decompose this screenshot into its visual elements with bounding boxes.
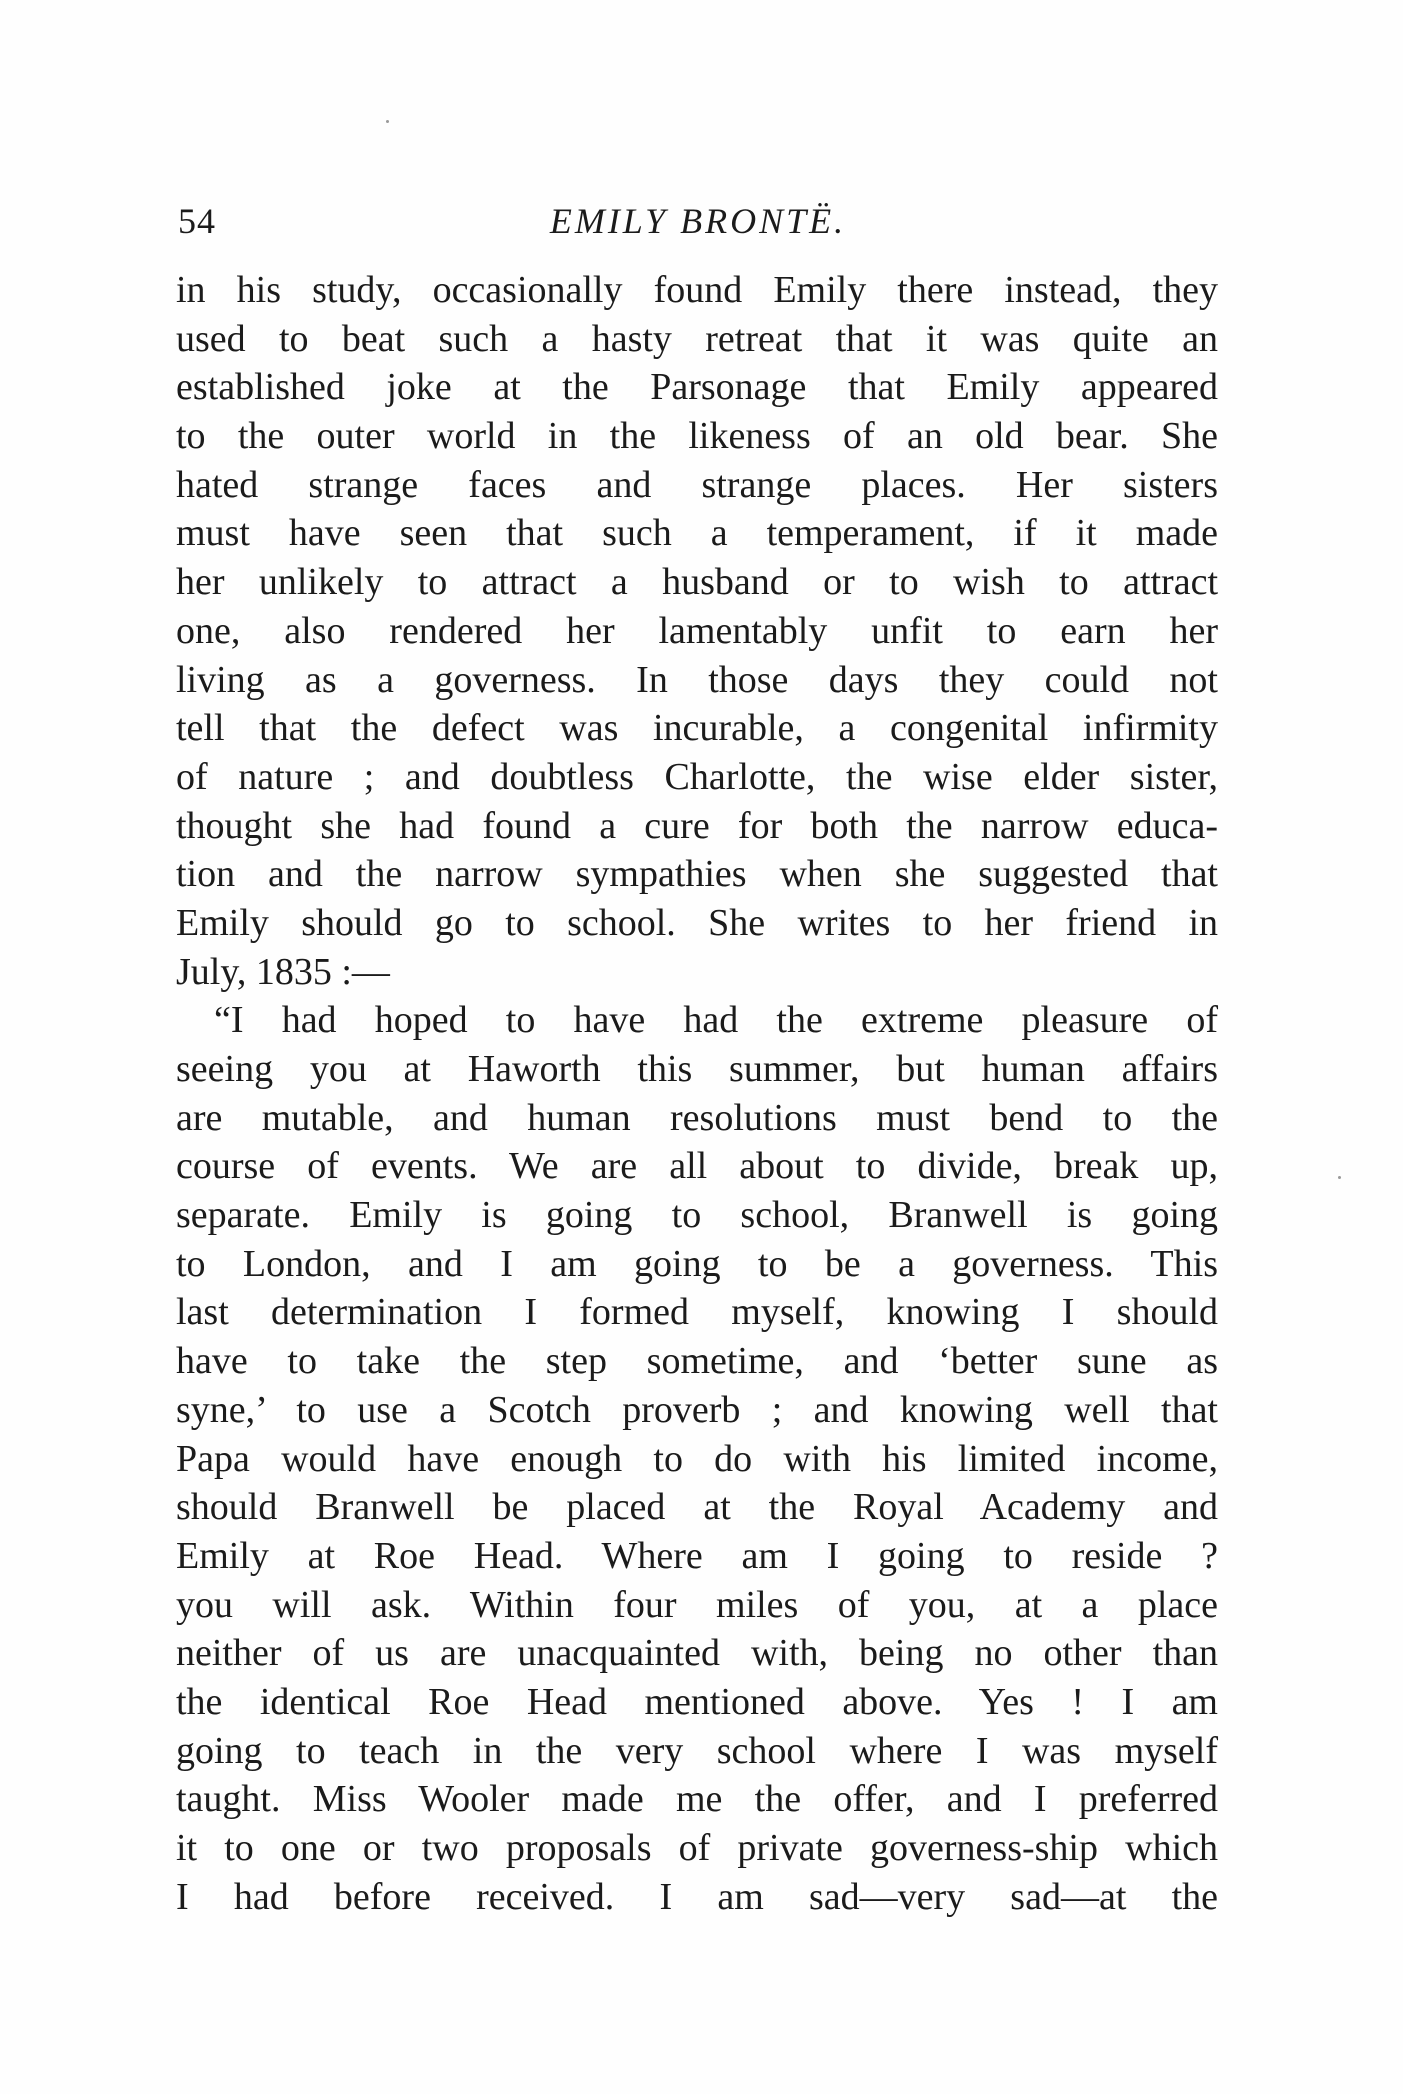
text-line: have to take the step sometime, and ‘better sune as — [176, 1340, 1218, 1383]
text-line: taught. Miss Wooler made me the offer, and I preferred — [176, 1778, 1218, 1821]
paper-speck — [1338, 1176, 1341, 1179]
text-line: July, 1835 :— — [176, 950, 390, 993]
text-line: of nature ; and doubtless Charlotte, the wise elder sister, — [176, 755, 1218, 798]
text-line: I had before received. I am sad—very sad—at the — [176, 1875, 1218, 1918]
text-line: course of events. We are all about to divide, break up, — [176, 1145, 1218, 1188]
text-line: must have seen that such a temperament, if it made — [176, 512, 1218, 555]
text-line: are mutable, and human resolutions must bend to the — [176, 1096, 1218, 1139]
text-line: Emily at Roe Head. Where am I going to reside ? — [176, 1534, 1218, 1577]
text-line: established joke at the Parsonage that Emily appeared — [176, 366, 1218, 409]
text-line: you will ask. Within four miles of you, at a place — [176, 1583, 1218, 1626]
text-line: to London, and I am going to be a governess. This — [176, 1242, 1218, 1285]
text-line: syne,’ to use a Scotch proverb ; and knowing well that — [176, 1388, 1218, 1431]
text-line: Papa would have enough to do with his limited income, — [176, 1437, 1218, 1480]
text-line: neither of us are unacquainted with, being no other than — [176, 1632, 1218, 1675]
page-number: 54 — [178, 201, 216, 241]
text-line: “I had hoped to have had the extreme pleasure of — [214, 999, 1218, 1042]
text-line: the identical Roe Head mentioned above. Yes ! I am — [176, 1680, 1218, 1723]
text-body — [176, 266, 1218, 1921]
running-head: EMILY BRONTË. — [549, 201, 847, 241]
paper-speck — [386, 120, 389, 123]
text-line: should Branwell be placed at the Royal Academy and — [176, 1486, 1218, 1529]
text-line: seeing you at Haworth this summer, but human affairs — [176, 1048, 1218, 1090]
page-header — [178, 196, 1218, 256]
text-line: it to one or two proposals of private governess-ship which — [176, 1827, 1218, 1869]
text-line: her unlikely to attract a husband or to wish to attract — [176, 561, 1218, 604]
text-line: tell that the defect was incurable, a congenital infirmity — [176, 707, 1218, 750]
text-line: in his study, occasionally found Emily there instead, they — [176, 269, 1218, 311]
text-line: Emily should go to school. She writes to her friend in — [176, 901, 1218, 944]
text-line: to the outer world in the likeness of an old bear. She — [176, 415, 1218, 458]
text-line: last determination I formed myself, knowing I should — [176, 1291, 1218, 1334]
text-line: living as a governess. In those days they could not — [176, 658, 1218, 701]
text-line: going to teach in the very school where I was myself — [176, 1729, 1218, 1772]
text-line: thought she had found a cure for both the narrow educa- — [176, 804, 1218, 847]
text-line: used to beat such a hasty retreat that it was quite an — [176, 317, 1218, 360]
text-line: one, also rendered her lamentably unfit to earn her — [176, 609, 1218, 652]
text-line: tion and the narrow sympathies when she suggested that — [176, 853, 1218, 896]
text-line: separate. Emily is going to school, Branwell is going — [176, 1194, 1218, 1237]
text-line: hated strange faces and strange places. Her sisters — [176, 463, 1218, 506]
